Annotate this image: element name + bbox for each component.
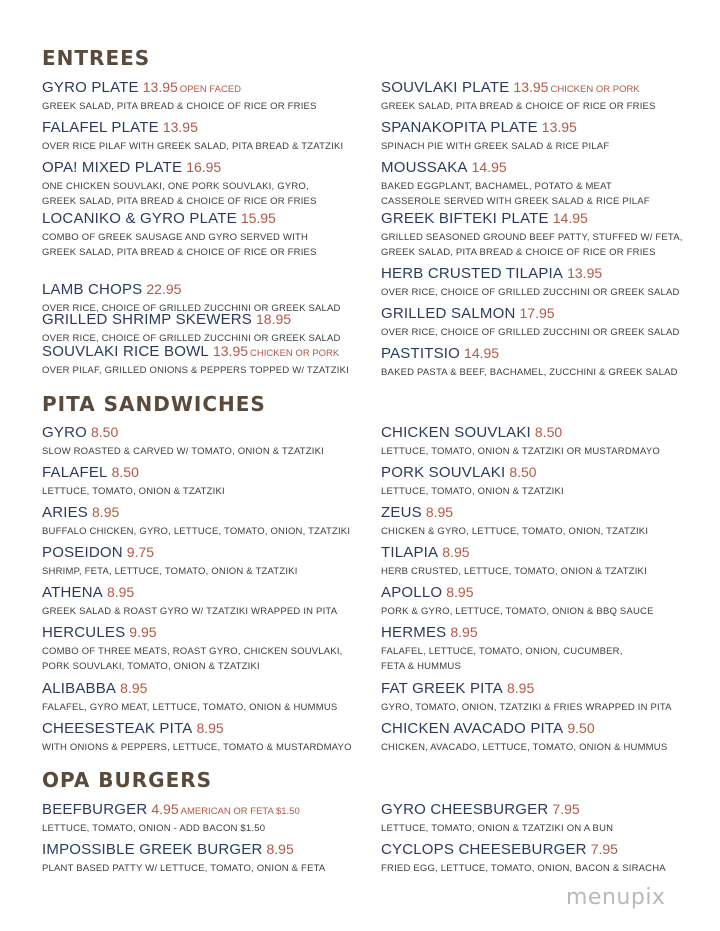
menu-item-name: CHICKEN AVACADO PITA — [381, 720, 564, 737]
menu-item-description — [42, 99, 372, 114]
menu-item-description — [42, 139, 372, 154]
description-line: FRIED EGG, LETTUCE, TOMATO, ONION, BACON & SIRACHA — [381, 863, 666, 874]
menu-item-description — [42, 524, 372, 539]
menu-item-description — [381, 821, 711, 836]
menu-item — [42, 679, 372, 715]
pita-sandwiches-heading: PITA SANDWICHES — [42, 392, 266, 416]
menu-item — [381, 118, 711, 154]
menu-item-name: SOUVLAKI PLATE — [381, 79, 510, 96]
description-line: PORK SOUVLAKI, TOMATO, ONION & TZATZIKI — [42, 661, 260, 672]
description-line: FALAFEL, LETTUCE, TOMATO, ONION, CUCUMBER, — [381, 646, 623, 657]
description-line: FETA & HUMMUS — [381, 661, 462, 672]
menu-item-header — [42, 623, 372, 641]
menu-item-header — [42, 583, 372, 601]
description-line: CASSEROLE SERVED WITH GREEK SALAD & RICE PILAF — [381, 196, 650, 207]
opa-burgers-heading: OPA BURGERS — [42, 768, 213, 792]
menu-item-description — [381, 700, 711, 715]
menu-item-name: HERB CRUSTED TILAPIA — [381, 265, 564, 282]
menu-item-price: 8.95 — [266, 841, 294, 857]
watermark: menupix — [566, 885, 666, 910]
menu-item-name: FALAFEL — [42, 464, 108, 481]
menu-item — [381, 463, 711, 499]
menu-item-description — [381, 285, 711, 300]
menu-item-price: 9.95 — [129, 624, 157, 640]
menu-item-name: ALIBABBA — [42, 680, 117, 697]
menu-item-price: 9.75 — [126, 544, 155, 560]
menu-item — [381, 583, 711, 619]
menu-item-header — [42, 800, 372, 818]
description-line: SPINACH PIE WITH GREEK SALAD & RICE PILAF — [381, 141, 610, 152]
menu-item — [381, 304, 711, 340]
menu-item-header — [381, 118, 711, 136]
menu-item-description — [42, 861, 372, 876]
menu-item-header — [381, 623, 711, 641]
description-line: WITH ONIONS & PEPPERS, LETTUCE, TOMATO & MUSTARDMAYO — [42, 742, 352, 753]
description-line: LETTUCE, TOMATO, ONION - ADD BACON $1.50 — [42, 823, 266, 834]
description-line: OVER RICE, CHOICE OF GRILLED ZUCCHINI OR GREEK SALAD — [42, 333, 341, 344]
menu-item-description — [42, 444, 372, 459]
description-line: OVER RICE, CHOICE OF GRILLED ZUCCHINI OR GREEK SALAD — [381, 327, 680, 338]
menu-item-header — [42, 503, 372, 521]
menu-item-header — [381, 543, 711, 561]
entrees-heading: ENTREES — [42, 46, 151, 70]
menu-item-description — [42, 644, 372, 674]
menu-item — [42, 800, 372, 836]
menu-item-name: FALAFEL PLATE — [42, 119, 159, 136]
menu-item — [381, 503, 711, 539]
menu-item-header — [381, 679, 711, 697]
menu-item — [381, 344, 711, 380]
menu-item-name: GYRO — [42, 424, 87, 441]
menu-item — [42, 78, 372, 114]
menu-item-header — [381, 423, 711, 441]
menu-item-name: LAMB CHOPS — [42, 281, 143, 298]
menu-item-price: 17.95 — [519, 305, 555, 321]
description-line: OVER PILAF, GRILLED ONIONS & PEPPERS TOPPED W/ TZATZIKI — [42, 365, 349, 376]
menu-item-header — [42, 310, 372, 328]
description-line: GREEK SALAD, PITA BREAD & CHOICE OF RICE OR FRIES — [381, 247, 656, 258]
menu-item-name: CHEESESTEAK PITA — [42, 720, 193, 737]
menu-item-price: 13.95 — [567, 265, 603, 281]
menu-item-header — [42, 78, 372, 96]
menu-item-name: ZEUS — [381, 504, 422, 521]
menu-item — [381, 264, 711, 300]
menu-item-price: 8.95 — [425, 504, 454, 520]
menu-item-header — [381, 463, 711, 481]
menu-item — [42, 543, 372, 579]
menu-item-description — [42, 740, 372, 755]
menu-item-description — [42, 363, 372, 378]
menu-item-header — [42, 463, 372, 481]
description-line: LETTUCE, TOMATO, ONION & TZATZIKI — [42, 486, 225, 497]
description-line: GRILLED SEASONED GROUND BEEF PATTY, STUFFED W/ FETA, — [381, 232, 683, 243]
menu-item — [42, 118, 372, 154]
menu-item-name: POSEIDON — [42, 544, 123, 561]
menu-item-note: CHICKEN OR PORK — [550, 84, 640, 95]
menu-item-name: PASTITSIO — [381, 345, 461, 362]
menu-item — [42, 503, 372, 539]
menu-item — [381, 78, 711, 114]
menu-item-price: 13.95 — [513, 79, 549, 95]
menu-item — [42, 840, 372, 876]
description-line: SHRIMP, FETA, LETTUCE, TOMATO, ONION & TZATZIKI — [42, 566, 298, 577]
menu-item-price: 8.95 — [196, 720, 224, 736]
menu-item-price: 16.95 — [186, 159, 222, 175]
menu-item-price: 8.95 — [92, 504, 120, 520]
menu-item-header — [381, 800, 711, 818]
menu-item-header — [381, 78, 711, 96]
menu-item-price: 18.95 — [256, 311, 292, 327]
menu-item-price: 4.95 — [151, 801, 179, 817]
menu-item-description — [381, 740, 711, 755]
description-line: CHICKEN, AVACADO, LETTUCE, TOMATO, ONION & HUMMUS — [381, 742, 668, 753]
menu-item-price: 22.95 — [146, 281, 182, 297]
menu-item — [381, 679, 711, 715]
menu-item-name: HERMES — [381, 624, 447, 641]
menu-item-header — [42, 543, 372, 561]
menu-item-name: GRILLED SALMON — [381, 305, 516, 322]
menu-item-header — [381, 158, 711, 176]
menu-item-price: 8.50 — [509, 464, 537, 480]
description-line: GREEK SALAD, PITA BREAD & CHOICE OF RICE OR FRIES — [381, 101, 656, 112]
menu-item-price: 13.95 — [541, 119, 577, 135]
menu-item — [42, 209, 372, 260]
description-line: FALAFEL, GYRO MEAT, LETTUCE, TOMATO, ONION & HUMMUS — [42, 702, 338, 713]
menu-item-price: 13.95 — [162, 119, 198, 135]
description-line: OVER RICE PILAF WITH GREEK SALAD, PITA BREAD & TZATZIKI — [42, 141, 344, 152]
menu-item-header — [381, 209, 711, 227]
description-line: OVER RICE, CHOICE OF GRILLED ZUCCHINI OR GREEK SALAD — [381, 287, 680, 298]
menu-item-price: 9.50 — [567, 720, 595, 736]
menu-item — [381, 423, 711, 459]
menu-item — [381, 623, 711, 674]
description-line: PORK & GYRO, LETTUCE, TOMATO, ONION & BBQ SAUCE — [381, 606, 654, 617]
menu-item-description — [381, 524, 711, 539]
menu-item-price: 8.95 — [450, 624, 478, 640]
menu-item — [42, 463, 372, 499]
menu-item-description — [42, 821, 372, 836]
description-line: LETTUCE, TOMATO, ONION & TZATZIKI ON A BUN — [381, 823, 614, 834]
menu-item-name: SPANAKOPITA PLATE — [381, 119, 538, 136]
description-line: GREEK SALAD, PITA BREAD & CHOICE OF RICE OR FRIES — [42, 101, 317, 112]
menu-item — [42, 719, 372, 755]
menu-item-description — [381, 365, 711, 380]
menu-item-description — [381, 444, 711, 459]
menu-item-description — [381, 99, 711, 114]
menu-item-description — [381, 230, 711, 260]
description-line: OVER RICE, CHOICE OF GRILLED ZUCCHINI OR GREEK SALAD — [42, 303, 341, 314]
menu-item-name: ATHENA — [42, 584, 103, 601]
menu-item-name: OPA! MIXED PLATE — [42, 159, 183, 176]
menu-item-name: APOLLO — [381, 584, 443, 601]
menu-item-name: GYRO CHEESBURGER — [381, 801, 549, 818]
description-line: LETTUCE, TOMATO, ONION & TZATZIKI OR MUSTARDMAYO — [381, 446, 660, 457]
description-line: CHICKEN & GYRO, LETTUCE, TOMATO, ONION, TZATZIKI — [381, 526, 649, 537]
menu-item-header — [42, 719, 372, 737]
description-line: BAKED EGGPLANT, BACHAMEL, POTATO & MEAT — [381, 181, 612, 192]
description-line: COMBO OF GREEK SAUSAGE AND GYRO SERVED WITH — [42, 232, 309, 243]
menu-item-name: ARIES — [42, 504, 89, 521]
menu-item-note: AMERICAN OR FETA $1.50 — [180, 806, 300, 817]
menu-item-header — [42, 342, 372, 360]
description-line: BAKED PASTA & BEEF, BACHAMEL, ZUCCHINI & GREEK SALAD — [381, 367, 678, 378]
menu-item-price: 8.95 — [446, 584, 474, 600]
menu-item — [42, 623, 372, 674]
menu-item-description — [381, 861, 711, 876]
menu-item-price: 8.50 — [534, 424, 563, 440]
menu-item-description — [42, 484, 372, 499]
menu-item-name: PORK SOUVLAKI — [381, 464, 506, 481]
menu-item-price: 8.50 — [111, 464, 139, 480]
description-line: GREEK SALAD & ROAST GYRO W/ TZATZIKI WRAPPED IN PITA — [42, 606, 338, 617]
menu-item-price: 8.95 — [106, 584, 135, 600]
description-line: PLANT BASED PATTY W/ LETTUCE, TOMATO, ONION & FETA — [42, 863, 326, 874]
menu-item — [42, 423, 372, 459]
menu-item-price: 7.95 — [590, 841, 618, 857]
menu-item-note: CHICKEN OR PORK — [250, 348, 340, 359]
menu-item-name: TILAPIA — [381, 544, 439, 561]
menu-item — [381, 158, 711, 209]
description-line: BUFFALO CHICKEN, GYRO, LETTUCE, TOMATO, ONION, TZATZIKI — [42, 526, 351, 537]
menu-item-description — [381, 484, 711, 499]
menu-item — [381, 719, 711, 755]
menu-item-description — [42, 564, 372, 579]
menu-item — [42, 310, 372, 346]
menu-item-header — [381, 840, 711, 858]
menu-item-name: GREEK BIFTEKI PLATE — [381, 210, 549, 227]
menu-item-header — [381, 264, 711, 282]
menu-item-name: IMPOSSIBLE GREEK BURGER — [42, 841, 263, 858]
menu-item — [381, 209, 711, 260]
menu-item-description — [42, 604, 372, 619]
menu-item — [381, 800, 711, 836]
menu-item-description — [42, 179, 372, 209]
menu-item-header — [42, 118, 372, 136]
description-line: GREEK SALAD, PITA BREAD & CHOICE OF RICE OR FRIES — [42, 247, 317, 258]
menu-item-header — [42, 840, 372, 858]
description-line: ONE CHICKEN SOUVLAKI, ONE PORK SOUVLAKI, GYRO, — [42, 181, 309, 192]
menu-item-name: FAT GREEK PITA — [381, 680, 503, 697]
menu-item-price: 14.95 — [471, 159, 507, 175]
menu-item-price: 8.50 — [90, 424, 119, 440]
menu-item-name: CHICKEN SOUVLAKI — [381, 424, 531, 441]
menu-item — [42, 158, 372, 209]
menu-item-name: GYRO PLATE — [42, 79, 139, 96]
menu-item-description — [381, 644, 711, 674]
menu-item-name: SOUVLAKI RICE BOWL — [42, 343, 209, 360]
menu-item-note: OPEN FACED — [179, 84, 242, 95]
menu-item-price: 13.95 — [142, 79, 178, 95]
menu-item — [42, 583, 372, 619]
description-line: HERB CRUSTED, LETTUCE, TOMATO, ONION & TZATZIKI — [381, 566, 647, 577]
menu-item-name: CYCLOPS CHEESEBURGER — [381, 841, 587, 858]
menu-item-header — [381, 344, 711, 362]
menu-item-price: 8.95 — [507, 680, 535, 696]
menu-item-price: 15.95 — [240, 210, 276, 226]
menu-item-price: 7.95 — [552, 801, 580, 817]
menu-item — [381, 840, 711, 876]
menu-item-description — [381, 179, 711, 209]
menu-item-header — [42, 158, 372, 176]
menu-item-header — [381, 304, 711, 322]
description-line: LETTUCE, TOMATO, ONION & TZATZIKI — [381, 486, 564, 497]
menu-item — [381, 543, 711, 579]
description-line: GREEK SALAD, PITA BREAD & CHOICE OF RICE OR FRIES — [42, 196, 317, 207]
menu-item-header — [42, 679, 372, 697]
menu-item-price: 14.95 — [552, 210, 588, 226]
menu-item-name: BEEFBURGER — [42, 801, 148, 818]
menu-item-description — [381, 564, 711, 579]
description-line: COMBO OF THREE MEATS, ROAST GYRO, CHICKEN SOUVLAKI, — [42, 646, 343, 657]
menu-item-name: GRILLED SHRIMP SKEWERS — [42, 311, 253, 328]
menu-item-description — [42, 700, 372, 715]
description-line: SLOW ROASTED & CARVED W/ TOMATO, ONION & TZATZIKI — [42, 446, 324, 457]
menu-item-header — [42, 423, 372, 441]
menu-item-price: 13.95 — [212, 343, 249, 359]
menu-item-price: 8.95 — [120, 680, 148, 696]
menu-item-header — [42, 209, 372, 227]
menu-item-description — [381, 604, 711, 619]
menu-item-header — [381, 583, 711, 601]
menu-item-description — [381, 139, 711, 154]
menu-item-price: 14.95 — [464, 345, 500, 361]
menu-item-description — [381, 325, 711, 340]
menu-item-price: 8.95 — [442, 544, 470, 560]
description-line: GYRO, TOMATO, ONION, TZATZIKI & FRIES WRAPPED IN PITA — [381, 702, 672, 713]
menu-item — [42, 342, 372, 378]
menu-item-description — [42, 230, 372, 260]
menu-item-header — [381, 719, 711, 737]
menu-item-name: MOUSSAKA — [381, 159, 468, 176]
menu-item-name: HERCULES — [42, 624, 126, 641]
menu-item-name: LOCANIKO & GYRO PLATE — [42, 210, 237, 227]
menu-item-header — [381, 503, 711, 521]
menu-item-header — [42, 280, 372, 298]
